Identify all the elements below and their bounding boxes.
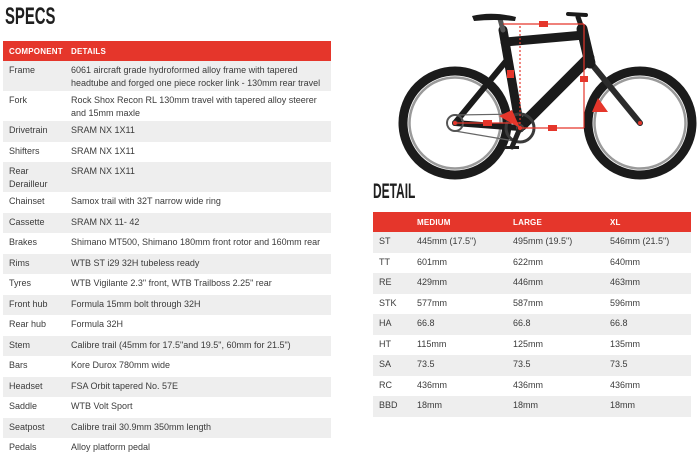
specs-header-details: DETAILS <box>66 41 331 61</box>
geometry-xl: 18mm <box>604 396 691 417</box>
spec-details: SRAM NX 1X11 <box>71 145 135 156</box>
spec-details: Kore Durox 780mm wide <box>71 360 171 370</box>
spec-row <box>3 192 331 213</box>
spec-component: Rims <box>3 254 66 275</box>
specs-title: SPECS <box>5 3 56 30</box>
geometry-label: HT <box>379 338 391 349</box>
spec-component: Bars <box>9 360 28 370</box>
specs-header-component: COMPONENT <box>3 41 66 61</box>
geometry-row <box>373 335 691 356</box>
geometry-table <box>373 212 691 417</box>
spec-details: Formula 15mm bolt through 32H <box>66 295 331 316</box>
spec-component: Rear hub <box>9 319 47 329</box>
specs-table <box>3 41 331 459</box>
geometry-medium: 445mm (17.5") <box>411 232 507 253</box>
spec-component: Tyres <box>9 278 32 288</box>
geometry-row <box>373 396 691 417</box>
specs-header-row <box>3 41 331 61</box>
geometry-large: 587mm <box>513 297 544 308</box>
geometry-label: HA <box>373 314 411 335</box>
spec-row <box>3 142 331 163</box>
spec-row <box>3 213 331 234</box>
spec-row <box>3 295 331 316</box>
spec-row <box>3 162 331 192</box>
spec-row <box>3 315 331 336</box>
geometry-xl: 640mm <box>610 256 641 267</box>
geometry-large: 73.5 <box>507 355 604 376</box>
geometry-header-blank <box>373 212 411 232</box>
spec-row <box>3 254 331 275</box>
geometry-row <box>373 294 691 315</box>
geometry-large: 495mm (19.5") <box>507 232 604 253</box>
spec-details: WTB Volt Sport <box>71 401 133 411</box>
spec-details: WTB Vigilante 2.3" front, WTB Trailboss 2.25" rear <box>71 278 272 288</box>
geometry-xl: 73.5 <box>604 355 691 376</box>
spec-component: Headset <box>3 377 66 398</box>
geometry-label: RE <box>373 273 411 294</box>
spec-row <box>3 274 331 295</box>
geometry-medium: 115mm <box>417 338 447 349</box>
geometry-header-row <box>373 212 691 232</box>
spec-component: Drivetrain <box>3 121 66 142</box>
spec-row <box>3 61 331 91</box>
bike-illustration <box>395 0 700 185</box>
spec-component: Rear Derailleur <box>3 162 66 192</box>
geometry-label: SA <box>373 355 411 376</box>
geometry-large: 66.8 <box>507 314 604 335</box>
spec-component: Seatpost <box>3 418 66 439</box>
spec-row <box>3 418 331 439</box>
geometry-label: BBD <box>373 396 411 417</box>
geometry-large: 18mm <box>507 396 604 417</box>
detail-title: DETAIL <box>373 180 416 203</box>
spec-details: Rock Shox Recon RL 130mm travel with tapered alloy steerer and 15mm maxle <box>71 95 317 118</box>
spec-details: Calibre trail 30.9mm 350mm length <box>66 418 331 439</box>
spec-details: Calibre trail (45mm for 17.5"and 19.5", 60mm for 21.5") <box>66 336 331 357</box>
geometry-medium: 429mm <box>411 273 507 294</box>
geometry-row <box>373 355 691 376</box>
spec-row <box>3 397 331 418</box>
geometry-row <box>373 314 691 335</box>
spec-row <box>3 233 331 254</box>
spec-details: Alloy platform pedal <box>71 442 151 452</box>
geometry-row <box>373 273 691 294</box>
geometry-medium: 577mm <box>417 297 448 308</box>
spec-details: FSA Orbit tapered No. 57E <box>66 377 331 398</box>
geometry-medium: 66.8 <box>411 314 507 335</box>
geometry-xl: 436mm <box>610 379 641 390</box>
geometry-label: RC <box>379 379 392 390</box>
geometry-row <box>373 376 691 397</box>
geometry-xl: 66.8 <box>604 314 691 335</box>
geometry-xl: 596mm <box>610 297 641 308</box>
spec-details: Shimano MT500, Shimano 180mm front rotor and 160mm rear <box>71 237 321 247</box>
geometry-label: TT <box>379 256 390 267</box>
geometry-medium: 436mm <box>417 379 448 390</box>
spec-row <box>3 438 331 459</box>
geometry-row <box>373 253 691 274</box>
spec-component: Saddle <box>9 401 38 411</box>
geometry-xl: 546mm (21.5") <box>604 232 691 253</box>
spec-component: Fork <box>9 95 27 105</box>
geometry-row <box>373 232 691 253</box>
spec-row <box>3 356 331 377</box>
geometry-xl: 463mm <box>604 273 691 294</box>
geometry-xl: 135mm <box>610 338 641 349</box>
spec-row <box>3 377 331 398</box>
spec-row <box>3 336 331 357</box>
geometry-header-large: LARGE <box>507 212 604 232</box>
spec-component: Pedals <box>9 442 37 452</box>
geometry-large: 436mm <box>513 379 544 390</box>
spec-details: 6061 aircraft grade hydroformed alloy frame with tapered headtube and forged one piece rocker link - 130mm rear travel <box>66 61 331 91</box>
spec-details: SRAM NX 1X11 <box>66 121 331 142</box>
saddle <box>472 14 516 21</box>
spec-details: WTB ST i29 32H tubeless ready <box>66 254 331 275</box>
spec-details: Samox trail with 32T narrow wide ring <box>71 196 221 206</box>
spec-component: Brakes <box>9 237 38 247</box>
geometry-large: 446mm <box>507 273 604 294</box>
geometry-label: STK <box>379 297 397 308</box>
geometry-header-xl: XL <box>604 212 691 232</box>
geometry-large: 622mm <box>513 256 544 267</box>
spec-component: Chainset <box>9 196 45 206</box>
spec-row <box>3 91 331 121</box>
geometry-medium: 73.5 <box>411 355 507 376</box>
bike-frame <box>455 14 640 128</box>
spec-details: SRAM NX 1X11 <box>66 162 331 192</box>
geometry-large: 125mm <box>513 338 544 349</box>
spec-details: SRAM NX 11- 42 <box>66 213 331 234</box>
geometry-medium: 601mm <box>417 256 448 267</box>
spec-row <box>3 121 331 142</box>
geometry-header-medium: MEDIUM <box>411 212 507 232</box>
geometry-medium: 18mm <box>411 396 507 417</box>
spec-component: Front hub <box>3 295 66 316</box>
spec-component: Shifters <box>9 145 40 156</box>
spec-component: Cassette <box>3 213 66 234</box>
spec-component: Frame <box>3 61 66 91</box>
geometry-label: ST <box>373 232 411 253</box>
spec-component: Stem <box>3 336 66 357</box>
spec-details: Formula 32H <box>71 319 124 329</box>
